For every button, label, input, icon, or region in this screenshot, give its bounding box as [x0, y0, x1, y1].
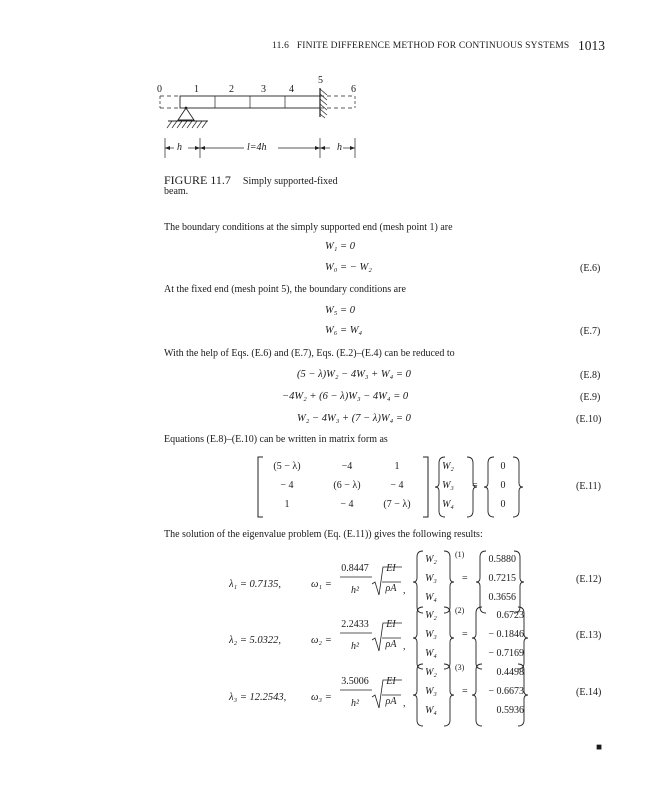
paragraph-matrix-form: Equations (E.8)–(E.10) can be written in matrix form as — [164, 434, 388, 445]
equation-number-e14: (E.14) — [576, 687, 602, 698]
result1-mode-sup: (1) — [455, 550, 465, 559]
result1-vec-w2: W₂ — [425, 554, 437, 565]
dim-label-h-right: h — [337, 142, 342, 153]
matrix-rhs-3: 0 — [500, 499, 506, 510]
equation-e7a: W₅ = 0 — [325, 305, 355, 316]
figure-caption — [164, 171, 338, 189]
matrix-r3c3: (7 − λ) — [383, 499, 411, 510]
result2-coef: 2.2433 — [341, 619, 369, 630]
result3-comma: , — [403, 698, 406, 709]
result3-val-2: − 0.6673 — [488, 686, 524, 697]
mesh-label-2: 2 — [229, 84, 234, 95]
end-of-example-mark: ■ — [596, 742, 603, 753]
equation-e8: (5 − λ)W₂ − 4W₃ + W₄ = 0 — [297, 369, 411, 380]
result1-val-3: 0.3656 — [488, 592, 516, 603]
equation-number-e11: (E.11) — [576, 481, 601, 492]
result3-mode-sup: (3) — [455, 663, 465, 672]
result2-comma: , — [403, 641, 406, 652]
matrix-r1c3: 1 — [394, 461, 400, 472]
mesh-label-3: 3 — [261, 84, 266, 95]
matrix-r1c1: (5 − λ) — [273, 461, 301, 472]
matrix-r2c1: − 4 — [280, 480, 294, 491]
result3-vec-w2: W₂ — [425, 667, 437, 678]
result2-val-3: − 0.7169 — [488, 648, 524, 659]
result1-val-1: 0.5880 — [488, 554, 516, 565]
result3-equals: = — [462, 686, 468, 697]
result2-root-num: EI — [386, 619, 396, 630]
equation-e7b: W₆ = W₄ — [325, 325, 363, 336]
mesh-label-1: 1 — [194, 84, 199, 95]
result2-equals: = — [462, 629, 468, 640]
mesh-label-6: 6 — [351, 84, 356, 95]
equation-e6b: W₀ = − W₂ — [325, 262, 372, 273]
matrix-vector-w3: W₃ — [442, 480, 454, 491]
result3-den: h² — [351, 698, 359, 709]
result3-root-den: ρA — [385, 696, 397, 707]
beam-drawing — [160, 75, 380, 165]
result1-root-den: ρA — [385, 583, 397, 594]
paragraph-boundary-simple: The boundary conditions at the simply supported end (mesh point 1) are — [164, 222, 453, 233]
result2-omega: ω₂ = — [311, 635, 332, 646]
result3-val-1: 0.4498 — [496, 667, 524, 678]
matrix-r3c2: − 4 — [340, 499, 354, 510]
matrix-r2c3: − 4 — [390, 480, 404, 491]
equation-e6a: W₁ = 0 — [325, 241, 355, 252]
equation-e9: −4W₂ + (6 − λ)W₃ − 4W₄ = 0 — [282, 391, 409, 402]
matrix-vector-w4: W₄ — [442, 499, 454, 510]
equation-number-e6: (E.6) — [580, 263, 601, 274]
equation-number-e8: (E.8) — [580, 370, 601, 381]
result3-lambda: λ₃ = 12.2543, — [229, 692, 287, 703]
result2-vec-w3: W₃ — [425, 629, 437, 640]
result1-root-num: EI — [386, 563, 396, 574]
paragraph-results: The solution of the eigenvalue problem (Eq. (E.11)) gives the following results: — [164, 529, 483, 540]
result1-equals: = — [462, 573, 468, 584]
page-number: 1013 — [578, 38, 605, 53]
result2-val-2: − 0.1846 — [488, 629, 524, 640]
result1-val-2: 0.7215 — [488, 573, 516, 584]
result3-coef: 3.5006 — [341, 676, 369, 687]
matrix-vector-w2: W₂ — [442, 461, 454, 472]
result1-den: h² — [351, 585, 359, 596]
result1-lambda: λ₁ = 0.7135, — [229, 579, 282, 590]
result2-val-1: 0.6723 — [496, 610, 524, 621]
matrix-r2c2: (6 − λ) — [333, 480, 361, 491]
equation-number-e7: (E.7) — [580, 326, 601, 337]
figure-caption-line2: beam. — [164, 186, 189, 197]
running-header — [272, 41, 569, 51]
matrix-equals: = — [472, 480, 478, 491]
dim-label-h-left: h — [177, 142, 182, 153]
result2-lambda: λ₂ = 5.0322, — [229, 635, 282, 646]
result2-den: h² — [351, 641, 359, 652]
matrix-rhs-2: 0 — [500, 480, 506, 491]
result2-mode-sup: (2) — [455, 606, 465, 615]
result3-vec-w4: W₄ — [425, 705, 437, 716]
result3-root-num: EI — [386, 676, 396, 687]
result2-vec-w4: W₄ — [425, 648, 437, 659]
matrix-r1c2: −4 — [341, 461, 353, 472]
equation-number-e10: (E.10) — [576, 414, 602, 425]
mesh-label-0: 0 — [157, 84, 162, 95]
mesh-label-4: 4 — [289, 84, 294, 95]
result2-root-den: ρA — [385, 639, 397, 650]
matrix-rhs-1: 0 — [500, 461, 506, 472]
matrix-r3c1: 1 — [284, 499, 290, 510]
result1-vec-w4: W₄ — [425, 592, 437, 603]
result1-comma: , — [403, 585, 406, 596]
section-title: FINITE DIFFERENCE METHOD FOR CONTINUOUS SYSTEMS — [296, 41, 570, 51]
result1-coef: 0.8447 — [341, 563, 369, 574]
paragraph-reduction: With the help of Eqs. (E.6) and (E.7), Eqs. (E.2)–(E.4) can be reduced to — [164, 348, 455, 359]
section-number: 11.6 — [272, 41, 290, 51]
result1-vec-w3: W₃ — [425, 573, 437, 584]
result1-omega: ω₁ = — [311, 579, 332, 590]
result3-vec-w3: W₃ — [425, 686, 437, 697]
result3-omega: ω₃ = — [311, 692, 332, 703]
dim-label-length: l=4h — [247, 142, 267, 153]
figure-label: FIGURE 11.7 — [164, 173, 231, 187]
equation-number-e12: (E.12) — [576, 574, 602, 585]
equation-number-e13: (E.13) — [576, 630, 602, 641]
equation-number-e9: (E.9) — [580, 392, 601, 403]
mesh-label-5: 5 — [318, 75, 323, 86]
figure-caption-line1: Simply supported-fixed — [242, 176, 338, 187]
equation-e10: W₂ − 4W₃ + (7 − λ)W₄ = 0 — [297, 413, 411, 424]
paragraph-boundary-fixed: At the fixed end (mesh point 5), the boundary conditions are — [164, 284, 406, 295]
result2-vec-w2: W₂ — [425, 610, 437, 621]
result3-val-3: 0.5936 — [496, 705, 524, 716]
